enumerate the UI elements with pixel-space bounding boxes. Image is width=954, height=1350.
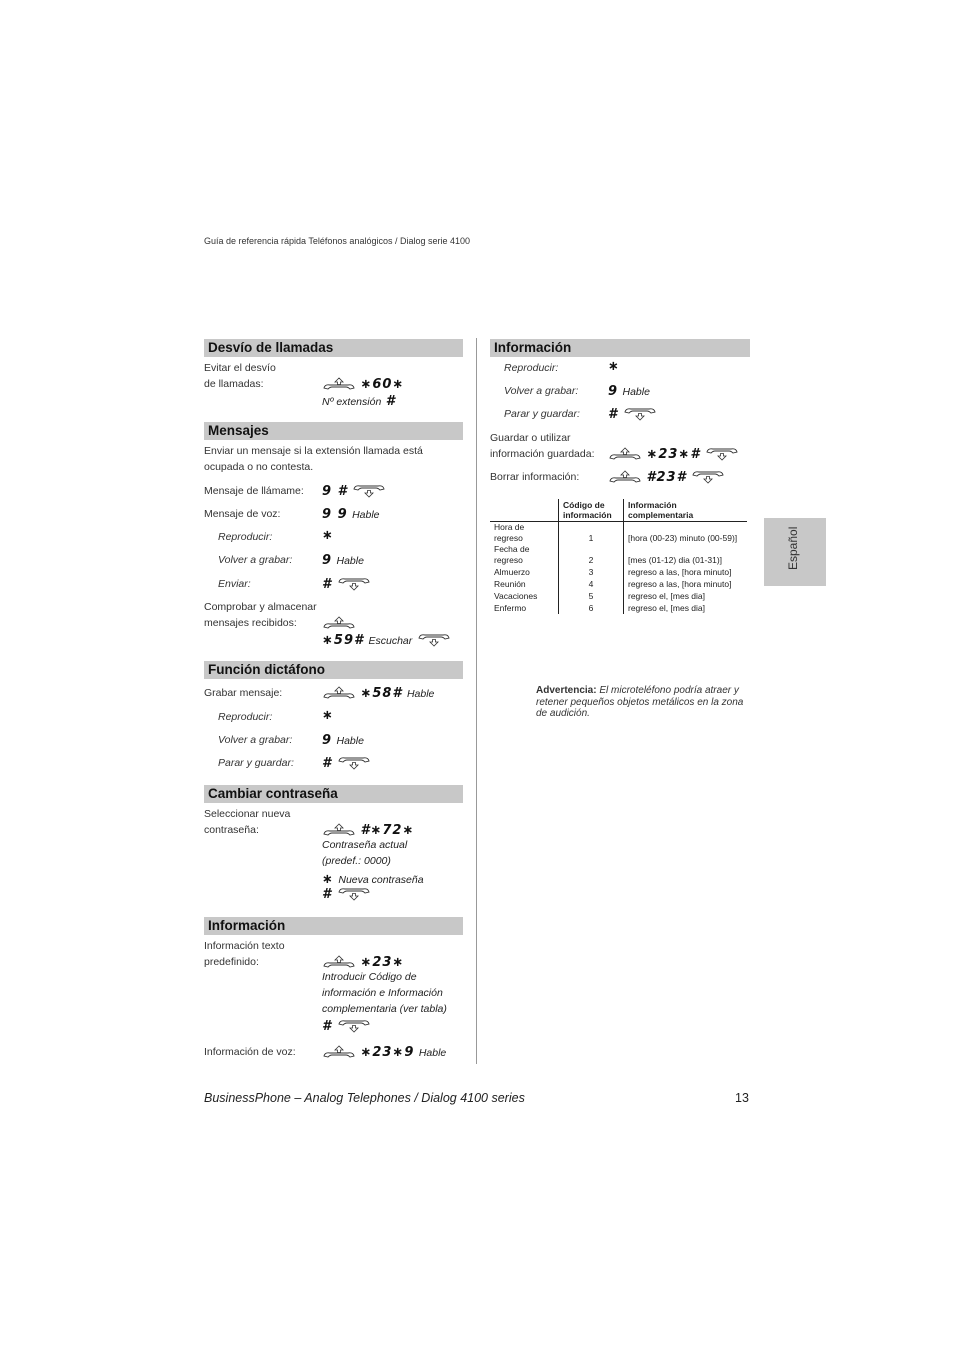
table-row (490, 522, 747, 545)
row-code: 1 (588, 533, 594, 543)
dict-reproducir-code: ∗ (322, 708, 334, 723)
table-header-info-line2: complementaria (628, 510, 694, 520)
ir-volver-hable: Hable (622, 386, 650, 398)
table-header-empty (490, 499, 559, 522)
table-row (490, 544, 747, 566)
info-texto-instruction (322, 953, 404, 971)
dict-volver-label: Volver a grabar: (218, 734, 293, 746)
row-name: Vacaciones (494, 591, 538, 601)
voz-label: Mensaje de voz: (204, 508, 281, 520)
llamame-label: Mensaje de llámame: (204, 485, 304, 497)
handset-lift-icon (322, 686, 356, 700)
handset-replace-icon (352, 484, 386, 498)
comprobar-instruction (322, 631, 451, 649)
comprobar-label-2: mensajes recibidos: (204, 617, 297, 629)
comprobar-code: ∗59# (322, 633, 365, 648)
contrasena-final-key: # (322, 887, 333, 902)
table-header-row (490, 499, 747, 522)
row-info: regreso a las, [hora minuto] (628, 567, 732, 577)
ir-guardar-code: ∗23∗# (646, 447, 701, 462)
voz-hable: Hable (352, 509, 380, 521)
comprobar-label-1: Comprobar y almacenar (204, 601, 317, 613)
dict-volver-hable: Hable (336, 735, 364, 747)
warning-label: Advertencia: (536, 685, 597, 696)
info-voz-instruction (322, 1043, 446, 1061)
desvio-label-1: Evitar el desvío (204, 362, 276, 374)
row-code: 3 (588, 567, 594, 577)
row-code: 4 (588, 579, 594, 589)
llamame-instruction (322, 482, 386, 500)
ir-parar-label: Parar y guardar: (504, 408, 580, 420)
language-tab-label: Español (786, 526, 800, 570)
handset-lift-icon (608, 470, 642, 484)
ir-borrar-code: #23# (646, 470, 687, 485)
desvio-note: Nº extensión (322, 396, 382, 408)
ir-guardar-label-2: información guardada: (490, 448, 595, 460)
information-table (490, 499, 747, 614)
row-info: regreso a las, [hora minuto] (628, 579, 732, 589)
footer-title: BusinessPhone – Analog Telephones / Dialog 4100 series (204, 1091, 525, 1105)
handset-lift-icon (608, 447, 642, 461)
contrasena-label-2: contraseña: (204, 824, 259, 836)
handset-replace-icon (337, 1019, 371, 1033)
table-header-info (624, 499, 748, 522)
voz-instruction (322, 505, 380, 523)
dict-reproducir-label: Reproducir: (218, 711, 273, 723)
row-code: 5 (588, 591, 594, 601)
table-row (490, 590, 747, 602)
info-texto-final-key: # (322, 1019, 333, 1034)
row-info: [mes (01-12) dia (01-31)] (628, 555, 723, 565)
grabar-label: Grabar mensaje: (204, 687, 283, 699)
contrasena-nueva-key: ∗ (322, 872, 334, 887)
ir-guardar-label-1: Guardar o utilizar (490, 432, 571, 444)
dict-parar-instruction (322, 754, 371, 772)
contrasena-code: #∗72∗ (360, 823, 415, 838)
row-name: Enfermo (494, 603, 527, 613)
section-title-desvio: Desvío de llamadas (204, 339, 463, 357)
ir-parar-code: # (608, 407, 619, 422)
warning-text: El microteléfono podría atraer y retener pequeños objetos metálicos en la zona de audición. (536, 685, 744, 719)
contrasena-final-row (322, 885, 371, 903)
table-header-codigo-line2: información (563, 510, 612, 520)
info-texto-note-3: complementaria (ver tabla) (322, 1003, 447, 1015)
section-title-contrasena: Cambiar contraseña (204, 785, 463, 803)
row-name-2: regreso (494, 533, 523, 543)
handset-replace-icon (337, 577, 371, 591)
ir-parar-instruction (608, 405, 657, 423)
grabar-code: ∗58# (360, 686, 403, 701)
llamame-code: 9 # (322, 484, 348, 499)
section-title-informacion-right: Información (490, 339, 750, 357)
mensajes-intro-2: ocupada o no contesta. (204, 461, 314, 473)
contrasena-instruction (322, 821, 414, 839)
language-tab (764, 518, 826, 586)
msg-reproducir-code: ∗ (322, 528, 334, 543)
row-name: Hora de (494, 522, 525, 532)
ir-volver-code: 9 (608, 384, 619, 399)
row-name: Fecha de (494, 544, 530, 554)
row-code: 6 (588, 603, 594, 613)
table-row (490, 602, 747, 614)
handset-replace-icon (705, 447, 739, 461)
handset-lift-icon (322, 377, 356, 391)
dict-parar-label: Parar y guardar: (218, 757, 294, 769)
ir-borrar-instruction (608, 468, 725, 486)
handset-replace-icon (417, 633, 451, 647)
ir-volver-label: Volver a grabar: (504, 385, 579, 397)
voz-code: 9 9 (322, 507, 348, 522)
desvio-note-key: # (385, 394, 396, 409)
warning-note (536, 685, 750, 720)
handset-replace-icon (691, 470, 725, 484)
ir-reproducir-code: ∗ (608, 359, 620, 374)
row-name: Reunión (494, 579, 526, 589)
section-title-dictafono: Función dictáfono (204, 661, 463, 679)
table-header-codigo-line1: Código de (563, 500, 605, 510)
msg-volver-hable: Hable (336, 555, 364, 567)
dict-parar-code: # (322, 756, 333, 771)
info-voz-label: Información de voz: (204, 1046, 296, 1058)
row-info: [hora (00-23) minuto (00-59)] (628, 533, 738, 543)
mensajes-intro-1: Enviar un mensaje si la extensión llamada está (204, 445, 423, 457)
row-name: Almuerzo (494, 567, 530, 577)
info-voz-code: ∗23∗9 (360, 1045, 415, 1060)
msg-reproducir-label: Reproducir: (218, 531, 273, 543)
row-info: regreso el, [mes dia] (628, 603, 706, 613)
table-header-codigo (559, 499, 624, 522)
contrasena-label-1: Seleccionar nueva (204, 808, 291, 820)
info-texto-note-1: Introducir Código de (322, 971, 417, 983)
ir-guardar-instruction (608, 445, 739, 463)
section-title-informacion-left: Información (204, 917, 463, 935)
contrasena-nueva: Nueva contraseña (338, 874, 424, 886)
page-number: 13 (735, 1091, 749, 1105)
desvio-note-row (322, 392, 396, 410)
handset-replace-icon (337, 887, 371, 901)
ir-reproducir-label: Reproducir: (504, 362, 559, 374)
row-name-2: regreso (494, 555, 523, 565)
msg-volver-instruction (322, 551, 364, 569)
handset-replace-icon (623, 407, 657, 421)
info-texto-label-2: predefinido: (204, 956, 259, 968)
ir-borrar-label: Borrar información: (490, 471, 580, 483)
section-title-mensajes: Mensajes (204, 422, 463, 440)
comprobar-handset (322, 614, 356, 632)
handset-lift-icon (322, 1045, 356, 1059)
table-row (490, 578, 747, 590)
desvio-code: ∗60∗ (360, 377, 405, 392)
info-texto-note-2: información e Información (322, 987, 443, 999)
msg-enviar-instruction (322, 575, 371, 593)
contrasena-note-2: (predef.: 0000) (322, 855, 391, 867)
handset-lift-icon (322, 823, 356, 837)
row-code: 2 (588, 555, 594, 565)
column-divider (476, 338, 477, 1064)
contrasena-note-1: Contraseña actual (322, 839, 408, 851)
msg-enviar-label: Enviar: (218, 578, 251, 590)
msg-enviar-code: # (322, 577, 333, 592)
table-header-info-line1: Información (628, 500, 677, 510)
grabar-hable: Hable (406, 688, 435, 700)
desvio-label-2: de llamadas: (204, 378, 264, 390)
handset-replace-icon (337, 756, 371, 770)
msg-volver-code: 9 (322, 553, 333, 568)
msg-volver-label: Volver a grabar: (218, 554, 293, 566)
handset-lift-icon (322, 955, 356, 969)
dict-volver-instruction (322, 731, 364, 749)
dict-volver-code: 9 (322, 733, 333, 748)
info-texto-code: ∗23∗ (360, 955, 405, 970)
row-info: regreso el, [mes dia] (628, 591, 706, 601)
grabar-instruction (322, 684, 434, 702)
desvio-instruction (322, 375, 404, 393)
ir-volver-instruction (608, 382, 650, 400)
handset-lift-icon (322, 616, 356, 630)
comprobar-escuchar: Escuchar (368, 635, 413, 647)
info-texto-label-1: Información texto (204, 940, 285, 952)
table-row (490, 566, 747, 578)
info-texto-final-row (322, 1017, 371, 1035)
info-voz-hable: Hable (418, 1047, 447, 1059)
page-header: Guía de referencia rápida Teléfonos analógicos / Dialog serie 4100 (204, 236, 471, 246)
